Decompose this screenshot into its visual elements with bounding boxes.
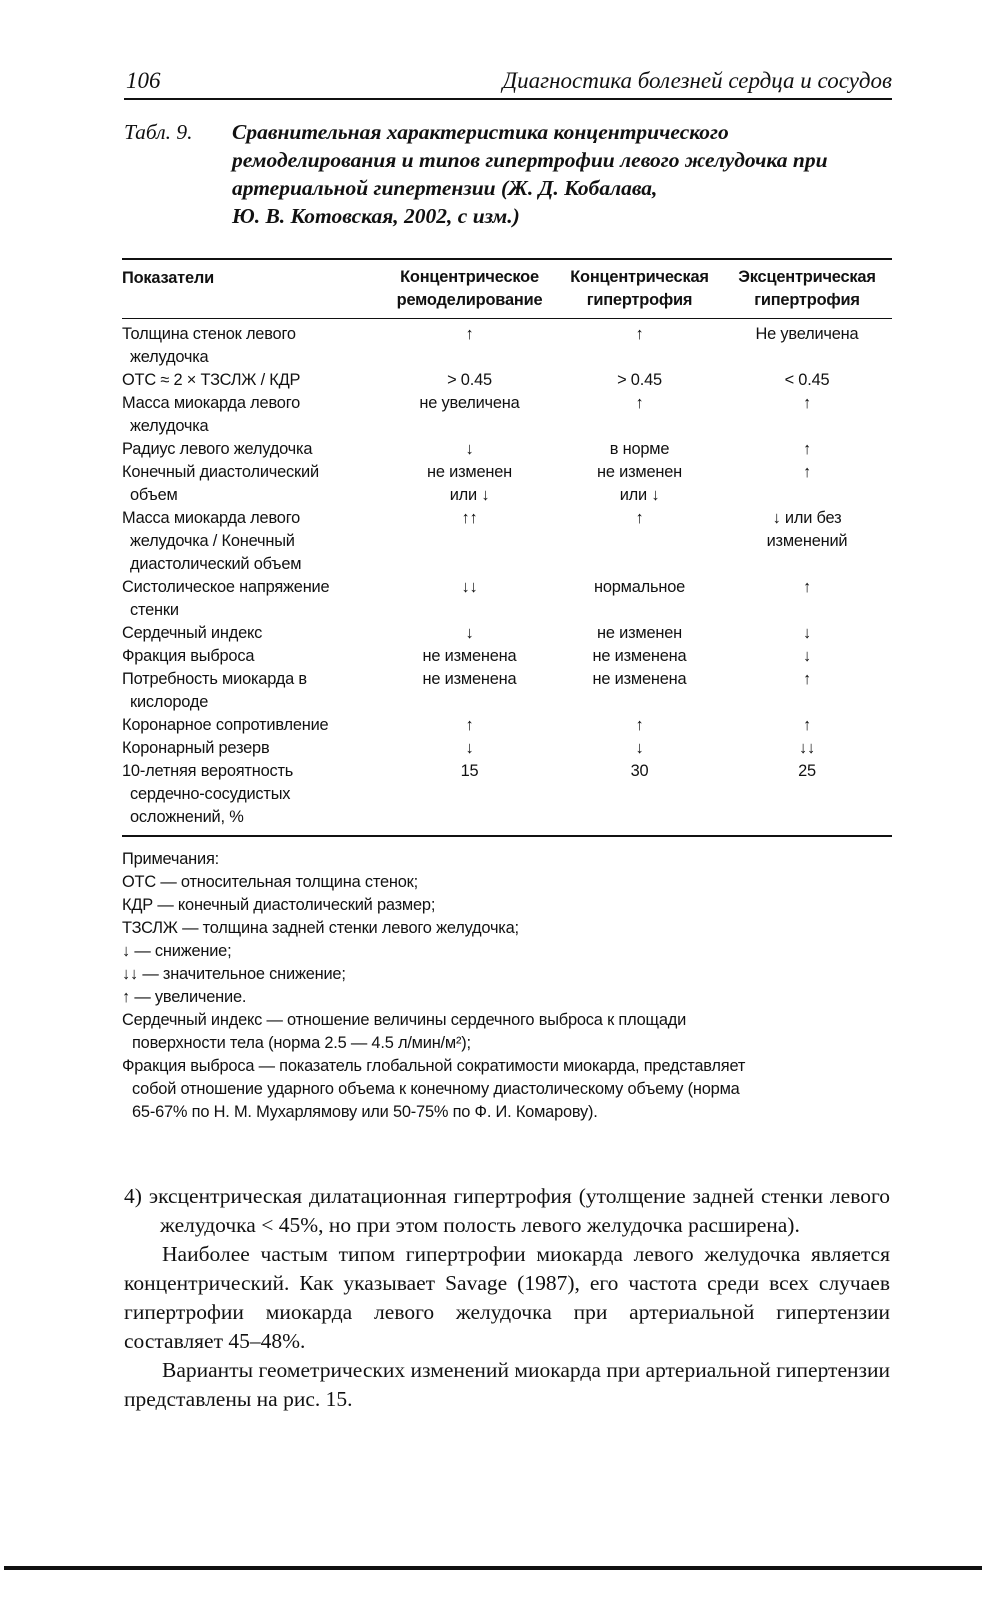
table-cell: [557, 369, 722, 392]
table-cell: [722, 668, 892, 714]
cell-line: ↑: [465, 325, 474, 343]
cell-line: ↓: [465, 739, 474, 757]
table-cell: [382, 392, 557, 438]
table-cell: [557, 507, 722, 576]
cell-line: не изменена: [422, 670, 517, 688]
cell-line: стенки: [130, 601, 179, 619]
row-label: [122, 668, 382, 714]
table-title-line: Сравнительная характеристика концентрического: [232, 120, 729, 144]
note-line: 65-67% по Н. М. Мухарлямову или 50-75% по Ф. И. Комарову).: [132, 1103, 598, 1121]
table-row: [122, 737, 892, 760]
table-cell: [722, 507, 892, 576]
table-cell: [722, 714, 892, 737]
row-label: [122, 645, 382, 668]
body-text: [124, 1182, 890, 1414]
cell-line: ↓: [635, 739, 644, 757]
column-header-line: гипертрофия: [586, 291, 693, 309]
cell-line: осложнений, %: [130, 808, 244, 826]
table-cell: [722, 576, 892, 622]
column-header: [382, 266, 557, 312]
table-cell: [557, 323, 722, 369]
cell-line: 15: [460, 762, 479, 780]
cell-line: ↓↓: [799, 739, 815, 757]
table-cell: [382, 668, 557, 714]
column-header-line: Концентрическая: [570, 268, 709, 286]
cell-line: Систолическое напряжение: [122, 578, 330, 596]
note-line: поверхности тела (норма 2.5 — 4.5 л/мин/м²);: [132, 1034, 471, 1052]
table-caption: [124, 118, 894, 230]
cell-line: Фракция выброса: [122, 647, 255, 665]
paragraph: Варианты геометрических изменений миокарда при артериальной гипертензии представлены на рис. 15.: [124, 1358, 890, 1411]
column-header-line: гипертрофия: [754, 291, 860, 309]
cell-line: Конечный диастолический: [122, 463, 319, 481]
table-cell: [722, 760, 892, 829]
table-cell: [382, 369, 557, 392]
cell-line: Толщина стенок левого: [122, 325, 296, 343]
cell-line: ↑: [803, 578, 811, 596]
cell-line: ↓: [465, 624, 474, 642]
running-title: Диагностика болезней сердца и сосудов: [502, 68, 892, 93]
cell-line: не изменена: [422, 647, 517, 665]
cell-line: 25: [798, 762, 816, 780]
column-header-line: Концентрическое: [400, 268, 539, 286]
table-header-row: [122, 260, 892, 319]
table-cell: [382, 323, 557, 369]
cell-line: ОТС ≈ 2 × ТЗСЛЖ / КДР: [122, 371, 301, 389]
row-label: [122, 576, 382, 622]
table-body: [122, 319, 892, 835]
cell-line: ↑: [803, 670, 811, 688]
cell-line: 30: [630, 762, 649, 780]
table-row: [122, 392, 892, 438]
cell-line: ↑: [803, 716, 811, 734]
table-row: [122, 369, 892, 392]
cell-line: изменений: [766, 532, 848, 550]
cell-line: ↑: [803, 440, 811, 458]
paragraph: Наиболее частым типом гипертрофии миокарда левого желудочка является концентрический. Как указывает Savage (1987), его частота среди всех случаев гипертрофии миокарда левого желудочка при артериальной гипертензии составляет 45–48%.: [124, 1242, 890, 1353]
table-title-line: ремоделирования и типов гипертрофии левого желудочка при: [232, 148, 828, 172]
cell-line: объем: [130, 486, 178, 504]
row-label: [122, 507, 382, 576]
table-title: [232, 118, 894, 230]
cell-line: Потребность миокарда в: [122, 670, 307, 688]
table-cell: [722, 737, 892, 760]
row-label: [122, 760, 382, 829]
cell-line: ↑: [803, 394, 811, 412]
note-line: Примечания:: [122, 850, 219, 868]
cell-line: > 0.45: [447, 371, 492, 389]
table-cell: [557, 645, 722, 668]
table-row: [122, 576, 892, 622]
cell-line: Коронарное сопротивление: [122, 716, 329, 734]
table-cell: [722, 645, 892, 668]
table-cell: [557, 622, 722, 645]
table-cell: [557, 438, 722, 461]
table-title-line: артериальной гипертензии (Ж. Д. Кобалава,: [232, 176, 658, 200]
column-header-line: Эксцентрическая: [738, 268, 876, 286]
table-cell: [382, 461, 557, 507]
row-label: [122, 323, 382, 369]
table-cell: [722, 461, 892, 507]
table-title-line: Ю. В. Котовская, 2002, с изм.): [232, 204, 520, 228]
note-line: собой отношение ударного объема к конечному диастолическому объему (норма: [132, 1080, 740, 1098]
table-row: [122, 760, 892, 829]
cell-line: ↑: [635, 716, 644, 734]
cell-line: ↓: [803, 647, 811, 665]
note-line: ↓ — снижение;: [122, 942, 232, 960]
table-cell: [557, 668, 722, 714]
cell-line: или ↓: [449, 486, 490, 504]
table-row: [122, 668, 892, 714]
table-cell: [557, 760, 722, 829]
cell-line: Масса миокарда левого: [122, 509, 301, 527]
bottom-rule: [4, 1566, 982, 1570]
table-cell: [382, 737, 557, 760]
cell-line: желудочка / Конечный: [130, 532, 295, 550]
cell-line: Радиус левого желудочка: [122, 440, 313, 458]
table-cell: [382, 645, 557, 668]
cell-line: не увеличена: [419, 394, 520, 412]
cell-line: ↑: [635, 394, 644, 412]
column-header: [122, 266, 382, 312]
cell-line: желудочка: [130, 417, 209, 435]
table-cell: [557, 392, 722, 438]
comparison-table: [122, 258, 892, 837]
cell-line: Сердечный индекс: [122, 624, 263, 642]
note-line: ↓↓ — значительное снижение;: [122, 965, 346, 983]
cell-line: Масса миокарда левого: [122, 394, 301, 412]
column-header-line: Показатели: [122, 269, 214, 287]
table-cell: [722, 392, 892, 438]
note-line: КДР — конечный диастолический размер;: [122, 896, 436, 914]
cell-line: ↑↑: [461, 509, 478, 527]
cell-line: Не увеличена: [755, 325, 859, 343]
cell-line: ↑: [465, 716, 474, 734]
cell-line: в норме: [609, 440, 670, 458]
cell-line: > 0.45: [617, 371, 662, 389]
table-notes: [122, 848, 882, 1124]
table-cell: [382, 622, 557, 645]
cell-line: ↑: [635, 325, 644, 343]
table-cell: [722, 438, 892, 461]
cell-line: диастолический объем: [130, 555, 302, 573]
note-line: ОТС — относительная толщина стенок;: [122, 873, 419, 891]
table-cell: [557, 714, 722, 737]
table-cell: [722, 323, 892, 369]
cell-line: ↑: [635, 509, 644, 527]
table-row: [122, 323, 892, 369]
cell-line: не изменена: [592, 647, 687, 665]
table-cell: [557, 737, 722, 760]
cell-line: ↓: [465, 440, 474, 458]
row-label: [122, 461, 382, 507]
table-cell: [722, 369, 892, 392]
cell-line: сердечно-сосудистых: [130, 785, 291, 803]
cell-line: ↑: [803, 463, 811, 481]
cell-line: ↓: [803, 624, 811, 642]
cell-line: ↓ или без: [772, 509, 842, 527]
cell-line: ↓↓: [461, 578, 478, 596]
note-line: ТЗСЛЖ — толщина задней стенки левого желудочка;: [122, 919, 519, 937]
cell-line: или ↓: [619, 486, 660, 504]
note-line: Сердечный индекс — отношение величины сердечного выброса к площади: [122, 1011, 687, 1029]
cell-line: не изменен: [597, 624, 682, 642]
cell-line: не изменен: [427, 463, 512, 481]
column-header: [722, 266, 892, 312]
table-row: [122, 622, 892, 645]
column-header-line: ремоделирование: [396, 291, 543, 309]
row-label: [122, 369, 382, 392]
table-cell: [722, 622, 892, 645]
note-line: Фракция выброса — показатель глобальной сократимости миокарда, представляет: [122, 1057, 746, 1075]
page-number: 106: [126, 68, 161, 93]
cell-line: не изменена: [592, 670, 687, 688]
table-cell: [382, 438, 557, 461]
table-row: [122, 438, 892, 461]
cell-line: не изменен: [597, 463, 682, 481]
column-header: [557, 266, 722, 312]
cell-line: желудочка: [130, 348, 209, 366]
row-label: [122, 438, 382, 461]
cell-line: кислороде: [130, 693, 209, 711]
running-header: [124, 66, 892, 100]
note-line: ↑ — увеличение.: [122, 988, 247, 1006]
table-row: [122, 714, 892, 737]
row-label: [122, 392, 382, 438]
row-label: [122, 737, 382, 760]
row-label: [122, 622, 382, 645]
table-row: [122, 645, 892, 668]
table-cell: [382, 714, 557, 737]
table-row: [122, 507, 892, 576]
table-label: Табл. 9.: [124, 120, 193, 144]
table-cell: [382, 576, 557, 622]
cell-line: < 0.45: [784, 371, 830, 389]
list-item-4: 4) эксцентрическая дилатационная гипертрофия (утолщение задней стенки левого желудочка < 45%, но при этом полость левого желудочка расширена).: [124, 1184, 890, 1237]
table-row: [122, 461, 892, 507]
cell-line: Коронарный резерв: [122, 739, 270, 757]
table-cell: [557, 576, 722, 622]
cell-line: 10-летняя вероятность: [122, 762, 294, 780]
table-cell: [557, 461, 722, 507]
table-cell: [382, 507, 557, 576]
cell-line: нормальное: [593, 578, 686, 596]
row-label: [122, 714, 382, 737]
table-cell: [382, 760, 557, 829]
